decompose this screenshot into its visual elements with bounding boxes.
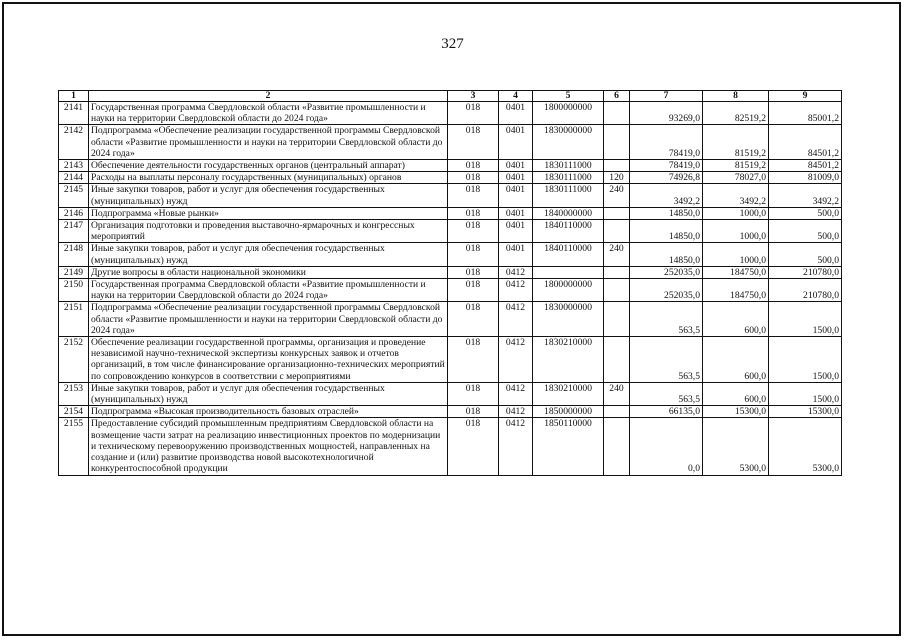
col3-cell: 018 xyxy=(448,220,499,243)
col9-value: 15300,0 xyxy=(769,406,842,418)
col5-cell: 1830210000 xyxy=(533,337,604,383)
header-cell: 4 xyxy=(499,91,533,102)
col9-value: 500,0 xyxy=(769,220,842,243)
col6-cell xyxy=(604,207,630,219)
col8-value: 81519,2 xyxy=(703,125,769,160)
col9-value: 85001,2 xyxy=(769,102,842,125)
row-number: 2153 xyxy=(59,382,89,405)
col8-value: 184750,0 xyxy=(703,266,769,278)
row-number: 2145 xyxy=(59,184,89,207)
col4-cell: 0401 xyxy=(499,184,533,207)
table-row xyxy=(59,184,842,207)
col7-value: 252035,0 xyxy=(630,266,703,278)
col7-value: 563,5 xyxy=(630,337,703,383)
row-number: 2154 xyxy=(59,406,89,418)
col9-value: 1500,0 xyxy=(769,337,842,383)
col3-cell: 018 xyxy=(448,125,499,160)
col8-value: 1000,0 xyxy=(703,243,769,266)
table-row xyxy=(59,337,842,383)
col9-value: 3492,2 xyxy=(769,184,842,207)
row-name: Подпрограмма «Новые рынки» xyxy=(89,207,448,219)
col3-cell: 018 xyxy=(448,102,499,125)
row-number: 2143 xyxy=(59,160,89,172)
col4-cell: 0401 xyxy=(499,172,533,184)
col7-value: 563,5 xyxy=(630,382,703,405)
col3-cell: 018 xyxy=(448,160,499,172)
row-name: Подпрограмма «Обеспечение реализации государственной программы Свердловской области «Развитие промышленности и науки на территории Свердловской области до 2024 года» xyxy=(89,302,448,337)
col4-cell: 0412 xyxy=(499,279,533,302)
row-name: Иные закупки товаров, работ и услуг для обеспечения государственных (муниципальных) нужд xyxy=(89,184,448,207)
col3-cell: 018 xyxy=(448,184,499,207)
header-cell: 6 xyxy=(604,91,630,102)
row-number: 2148 xyxy=(59,243,89,266)
col9-value: 210780,0 xyxy=(769,279,842,302)
col7-value: 14850,0 xyxy=(630,243,703,266)
table-row xyxy=(59,207,842,219)
col4-cell: 0412 xyxy=(499,302,533,337)
col6-cell xyxy=(604,418,630,475)
col4-cell: 0401 xyxy=(499,160,533,172)
col5-cell: 1840000000 xyxy=(533,207,604,219)
col4-cell: 0412 xyxy=(499,266,533,278)
col7-value: 14850,0 xyxy=(630,220,703,243)
col9-value: 210780,0 xyxy=(769,266,842,278)
row-name: Государственная программа Свердловской области «Развитие промышленности и науки на территории Свердловской области до 2024 года» xyxy=(89,102,448,125)
col8-value: 81519,2 xyxy=(703,160,769,172)
col6-cell: 240 xyxy=(604,184,630,207)
col8-value: 600,0 xyxy=(703,302,769,337)
row-number: 2144 xyxy=(59,172,89,184)
col4-cell: 0412 xyxy=(499,406,533,418)
col5-cell: 1830111000 xyxy=(533,172,604,184)
col3-cell: 018 xyxy=(448,382,499,405)
row-number: 2142 xyxy=(59,125,89,160)
col3-cell: 018 xyxy=(448,302,499,337)
col9-value: 1500,0 xyxy=(769,302,842,337)
table-row xyxy=(59,125,842,160)
col6-cell xyxy=(604,102,630,125)
col5-cell: 1850110000 xyxy=(533,418,604,475)
col4-cell: 0401 xyxy=(499,220,533,243)
col9-value: 81009,0 xyxy=(769,172,842,184)
table-row xyxy=(59,418,842,475)
col5-cell: 1840110000 xyxy=(533,243,604,266)
col6-cell xyxy=(604,220,630,243)
col5-cell: 1800000000 xyxy=(533,102,604,125)
col7-value: 93269,0 xyxy=(630,102,703,125)
col6-cell xyxy=(604,279,630,302)
col7-value: 563,5 xyxy=(630,302,703,337)
row-name: Подпрограмма «Обеспечение реализации государственной программы Свердловской области «Развитие промышленности и науки на территории Свердловской области до 2024 года» xyxy=(89,125,448,160)
row-name: Организация подготовки и проведения выставочно-ярмарочных и конгрессных мероприятий xyxy=(89,220,448,243)
col8-value: 184750,0 xyxy=(703,279,769,302)
header-cell: 8 xyxy=(703,91,769,102)
col4-cell: 0401 xyxy=(499,102,533,125)
row-name: Обеспечение деятельности государственных органов (центральный аппарат) xyxy=(89,160,448,172)
col7-value: 3492,2 xyxy=(630,184,703,207)
col3-cell: 018 xyxy=(448,279,499,302)
col7-value: 78419,0 xyxy=(630,125,703,160)
row-number: 2147 xyxy=(59,220,89,243)
col8-value: 1000,0 xyxy=(703,220,769,243)
col7-value: 74926,8 xyxy=(630,172,703,184)
col6-cell: 240 xyxy=(604,382,630,405)
row-name: Подпрограмма «Высокая производительность базовых отраслей» xyxy=(89,406,448,418)
col7-value: 0,0 xyxy=(630,418,703,475)
row-number: 2155 xyxy=(59,418,89,475)
col5-cell: 1800000000 xyxy=(533,279,604,302)
col4-cell: 0412 xyxy=(499,337,533,383)
header-cell: 3 xyxy=(448,91,499,102)
header-cell: 1 xyxy=(59,91,89,102)
col7-value: 252035,0 xyxy=(630,279,703,302)
row-name: Предоставление субсидий промышленным предприятиям Свердловской области на возмещение части затрат на реализацию инвестиционных проектов по модернизации и техническому перевооружению производственных мощностей, направленных на создание и (или) развитие производства новой высокотехнологичной конкурентоспособной продукции xyxy=(89,418,448,475)
row-number: 2149 xyxy=(59,266,89,278)
table-row xyxy=(59,243,842,266)
col9-value: 1500,0 xyxy=(769,382,842,405)
table-row xyxy=(59,302,842,337)
col6-cell xyxy=(604,125,630,160)
col4-cell: 0401 xyxy=(499,125,533,160)
col6-cell xyxy=(604,302,630,337)
col9-value: 5300,0 xyxy=(769,418,842,475)
col5-cell: 1830111000 xyxy=(533,160,604,172)
col8-value: 3492,2 xyxy=(703,184,769,207)
col5-cell: 1830210000 xyxy=(533,382,604,405)
col3-cell: 018 xyxy=(448,406,499,418)
table-row xyxy=(59,266,842,278)
col5-cell: 1830000000 xyxy=(533,125,604,160)
row-name: Иные закупки товаров, работ и услуг для обеспечения государственных (муниципальных) нужд xyxy=(89,243,448,266)
header-cell: 9 xyxy=(769,91,842,102)
col6-cell xyxy=(604,337,630,383)
col9-value: 84501,2 xyxy=(769,160,842,172)
header-cell: 5 xyxy=(533,91,604,102)
col3-cell: 018 xyxy=(448,207,499,219)
col9-value: 84501,2 xyxy=(769,125,842,160)
row-number: 2150 xyxy=(59,279,89,302)
col4-cell: 0401 xyxy=(499,207,533,219)
col8-value: 600,0 xyxy=(703,382,769,405)
page-number: 327 xyxy=(441,36,464,52)
table-row xyxy=(59,382,842,405)
row-number: 2152 xyxy=(59,337,89,383)
row-number: 2146 xyxy=(59,207,89,219)
table-row xyxy=(59,406,842,418)
col3-cell: 018 xyxy=(448,172,499,184)
col7-value: 14850,0 xyxy=(630,207,703,219)
col3-cell: 018 xyxy=(448,243,499,266)
col5-cell: 1840110000 xyxy=(533,220,604,243)
col3-cell: 018 xyxy=(448,418,499,475)
budget-table xyxy=(58,90,842,476)
col8-value: 1000,0 xyxy=(703,207,769,219)
col9-value: 500,0 xyxy=(769,207,842,219)
table-row xyxy=(59,220,842,243)
col6-cell xyxy=(604,160,630,172)
col3-cell: 018 xyxy=(448,266,499,278)
col8-value: 82519,2 xyxy=(703,102,769,125)
col7-value: 78419,0 xyxy=(630,160,703,172)
col8-value: 78027,0 xyxy=(703,172,769,184)
col4-cell: 0412 xyxy=(499,382,533,405)
col8-value: 15300,0 xyxy=(703,406,769,418)
header-row xyxy=(59,91,842,102)
row-name: Государственная программа Свердловской области «Развитие промышленности и науки на территории Свердловской области до 2024 года» xyxy=(89,279,448,302)
col5-cell xyxy=(533,266,604,278)
row-number: 2141 xyxy=(59,102,89,125)
col8-value: 5300,0 xyxy=(703,418,769,475)
col6-cell: 240 xyxy=(604,243,630,266)
row-name: Обеспечение реализации государственной программы, организация и проведение независимой научно-технической экспертизы конкурсных заявок и отчетов организаций, в том числе финансирование организационно-технических мероприятий по сопровождению конкурсов в соответствии с мероприятиями xyxy=(89,337,448,383)
table-row xyxy=(59,102,842,125)
col7-value: 66135,0 xyxy=(630,406,703,418)
col5-cell: 1830111000 xyxy=(533,184,604,207)
row-name: Иные закупки товаров, работ и услуг для обеспечения государственных (муниципальных) нужд xyxy=(89,382,448,405)
col4-cell: 0412 xyxy=(499,418,533,475)
row-number: 2151 xyxy=(59,302,89,337)
table-row xyxy=(59,172,842,184)
col3-cell: 018 xyxy=(448,337,499,383)
col6-cell xyxy=(604,406,630,418)
col8-value: 600,0 xyxy=(703,337,769,383)
col6-cell: 120 xyxy=(604,172,630,184)
col4-cell: 0401 xyxy=(499,243,533,266)
col6-cell xyxy=(604,266,630,278)
col9-value: 500,0 xyxy=(769,243,842,266)
col5-cell: 1830000000 xyxy=(533,302,604,337)
col5-cell: 1850000000 xyxy=(533,406,604,418)
header-cell: 7 xyxy=(630,91,703,102)
table-row xyxy=(59,279,842,302)
header-cell: 2 xyxy=(89,91,448,102)
table-row xyxy=(59,160,842,172)
row-name: Другие вопросы в области национальной экономики xyxy=(89,266,448,278)
row-name: Расходы на выплаты персоналу государственных (муниципальных) органов xyxy=(89,172,448,184)
